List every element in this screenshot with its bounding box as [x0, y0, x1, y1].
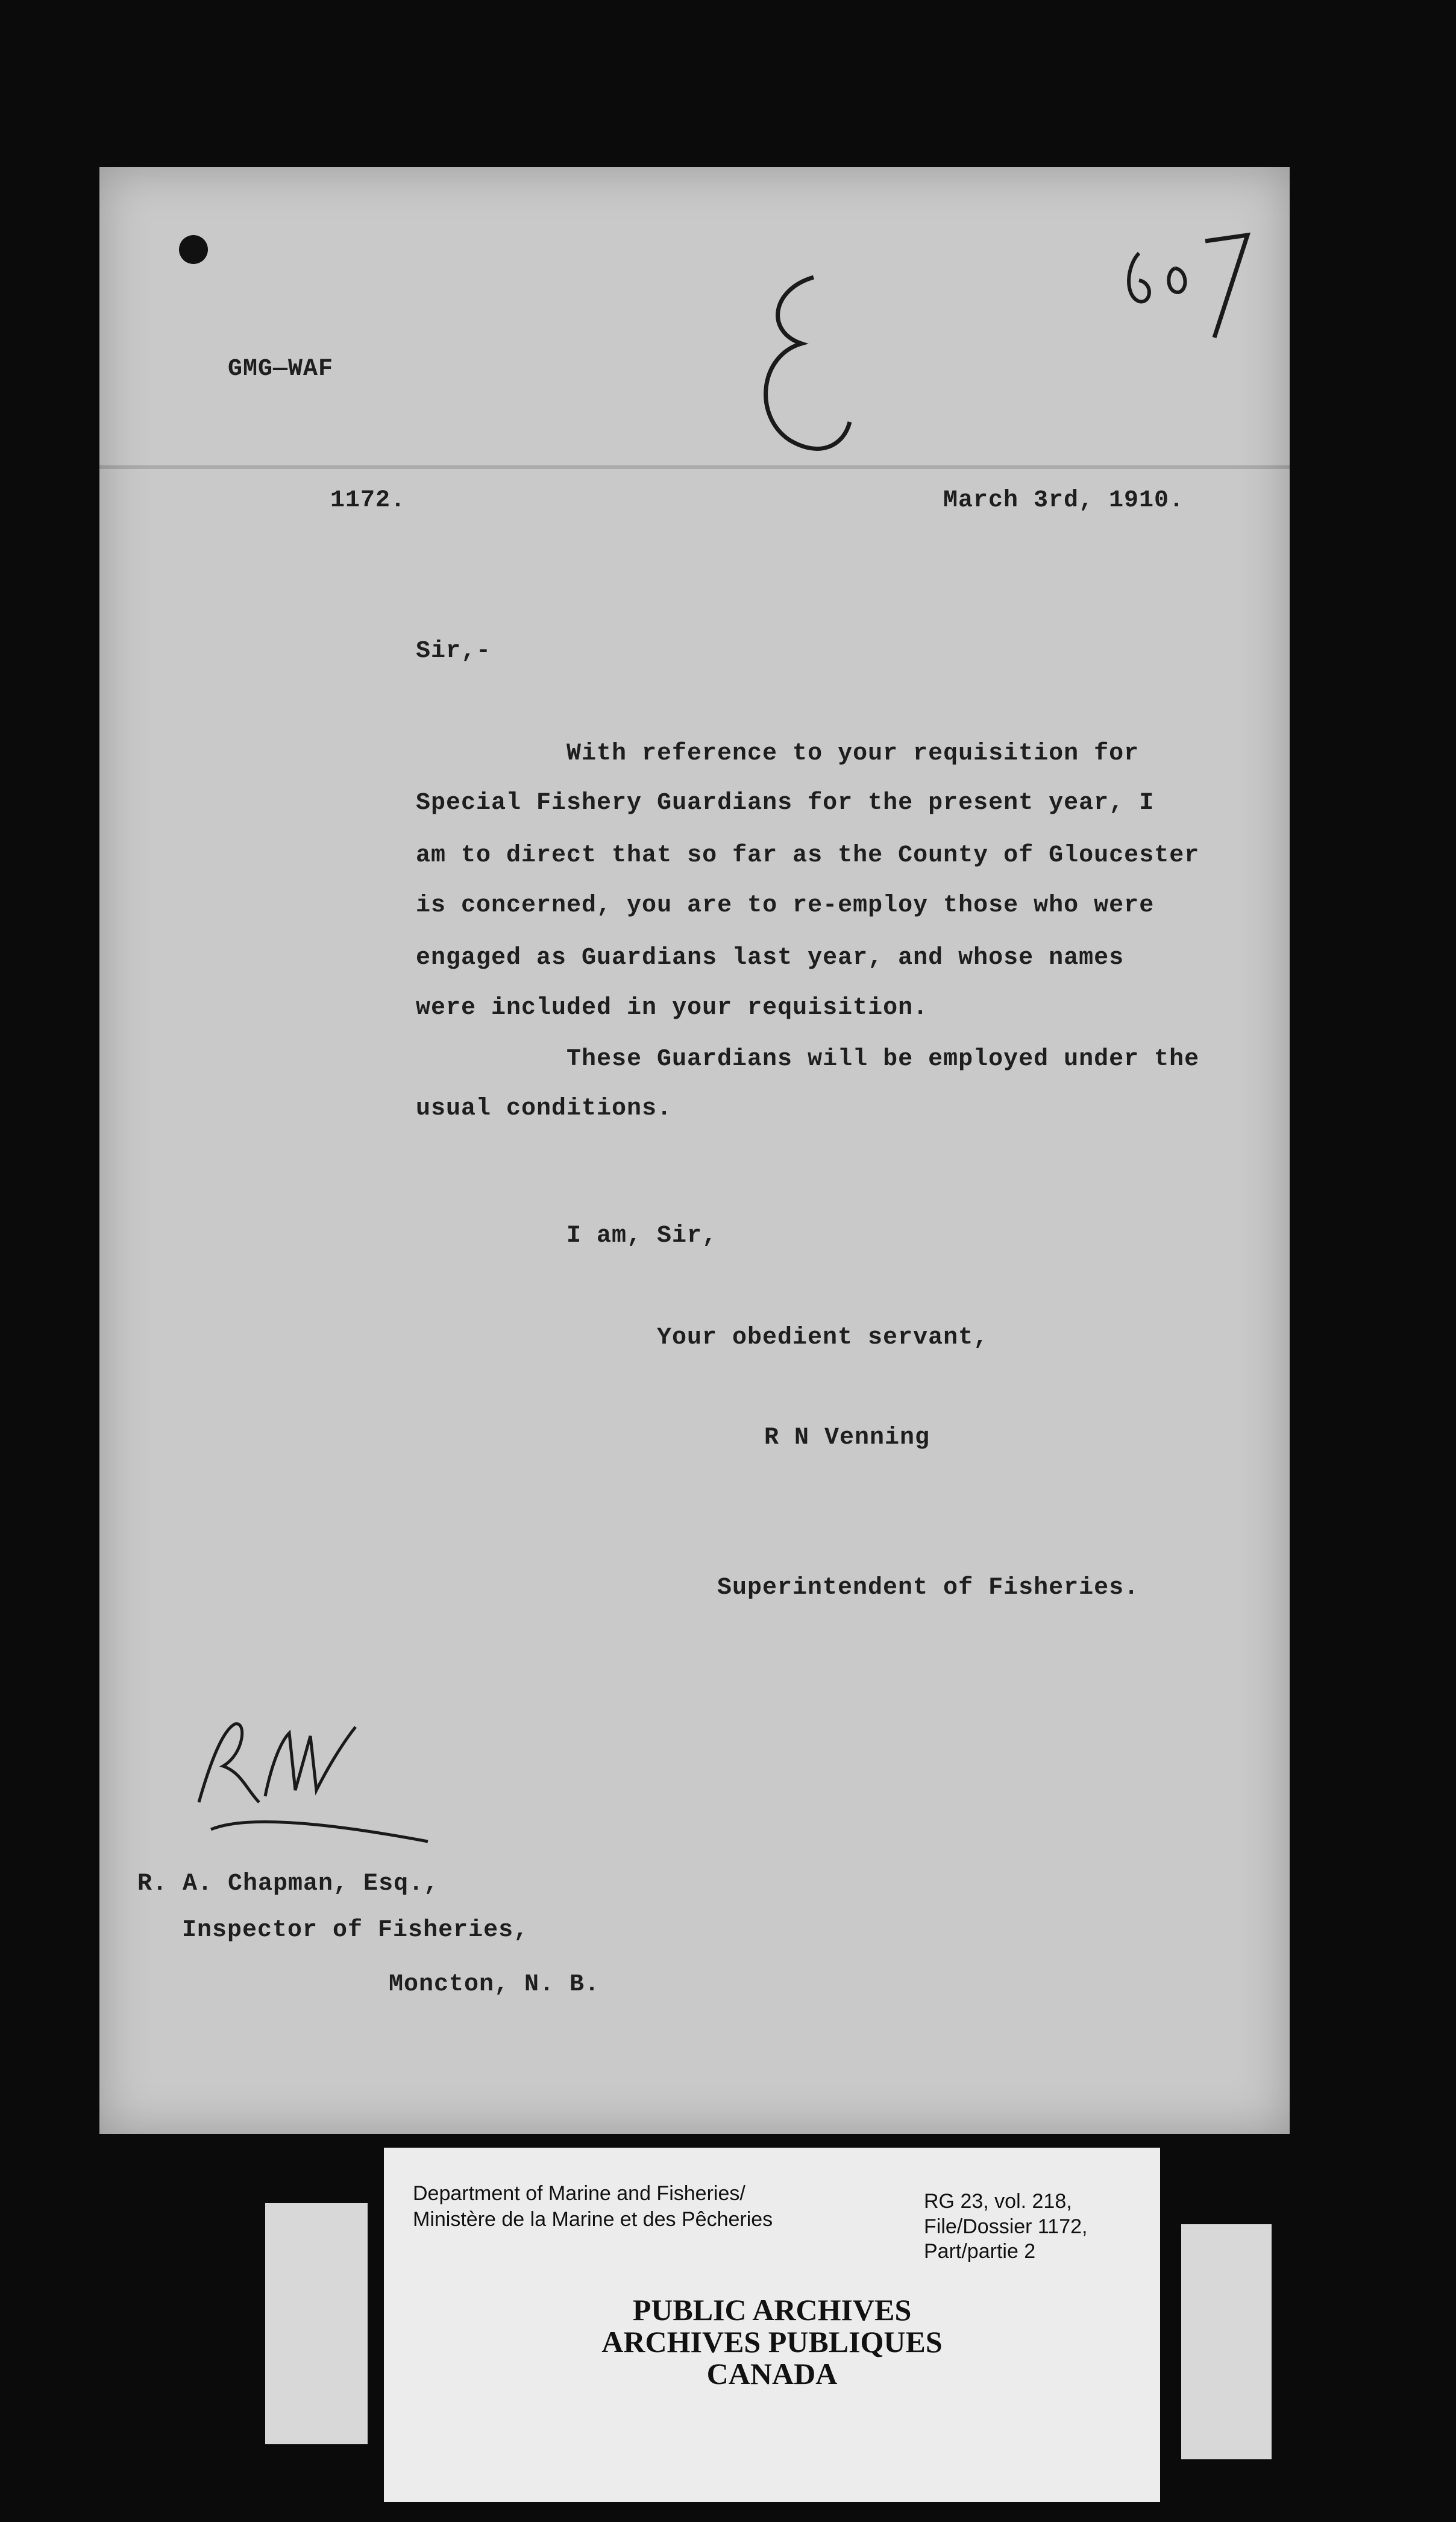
closing-i-am-sir: I am, Sir, [566, 1222, 718, 1250]
body-line-3: am to direct that so far as the County of Gloucester [416, 842, 1200, 869]
dept-english: Department of Marine and Fisheries/ [413, 2182, 745, 2205]
rg-volume: RG 23, vol. 218, [924, 2190, 1072, 2213]
recipient-location: Moncton, N. B. [389, 1971, 600, 1998]
body-line-6: were included in your requisition. [416, 995, 929, 1022]
signer-name: R N Venning [764, 1424, 930, 1451]
archives-publiques: ARCHIVES PUBLIQUES [601, 2325, 943, 2359]
recipient-title: Inspector of Fisheries, [182, 1917, 529, 1944]
label-tab-left [265, 2203, 368, 2444]
body-line-8: usual conditions. [416, 1095, 673, 1122]
dept-french: Ministère de la Marine et des Pêcheries [413, 2208, 773, 2231]
file-dossier: File/Dossier 1172, [924, 2215, 1088, 2238]
handwritten-e-mark [747, 265, 868, 464]
part-partie: Part/partie 2 [924, 2240, 1036, 2263]
handwritten-page-number [1115, 217, 1272, 350]
canada: CANADA [706, 2357, 838, 2391]
archive-label [384, 2148, 1160, 2502]
public-archives: PUBLIC ARCHIVES [632, 2293, 912, 2327]
body-line-2: Special Fishery Guardians for the present year, I [416, 790, 1155, 817]
body-line-5: engaged as Guardians last year, and whose names [416, 945, 1125, 972]
letter-date: March 3rd, 1910. [943, 487, 1185, 514]
page-fold-line [99, 465, 1290, 469]
label-tab-right [1181, 2224, 1272, 2459]
file-number: 1172. [330, 487, 406, 514]
closing-obedient-servant: Your obedient servant, [657, 1324, 989, 1351]
signer-title: Superintendent of Fisheries. [717, 1574, 1140, 1602]
handwritten-initials-signature [175, 1700, 452, 1893]
body-line-4: is concerned, you are to re-employ those who were [416, 892, 1155, 919]
salutation: Sir,- [416, 638, 492, 665]
body-line-7: These Guardians will be employed under the [566, 1046, 1200, 1073]
punch-hole [179, 235, 208, 264]
body-line-1: With reference to your requisition for [566, 740, 1140, 767]
reference-initials: GMG—WAF [228, 356, 334, 383]
recipient-name: R. A. Chapman, Esq., [137, 1870, 439, 1898]
